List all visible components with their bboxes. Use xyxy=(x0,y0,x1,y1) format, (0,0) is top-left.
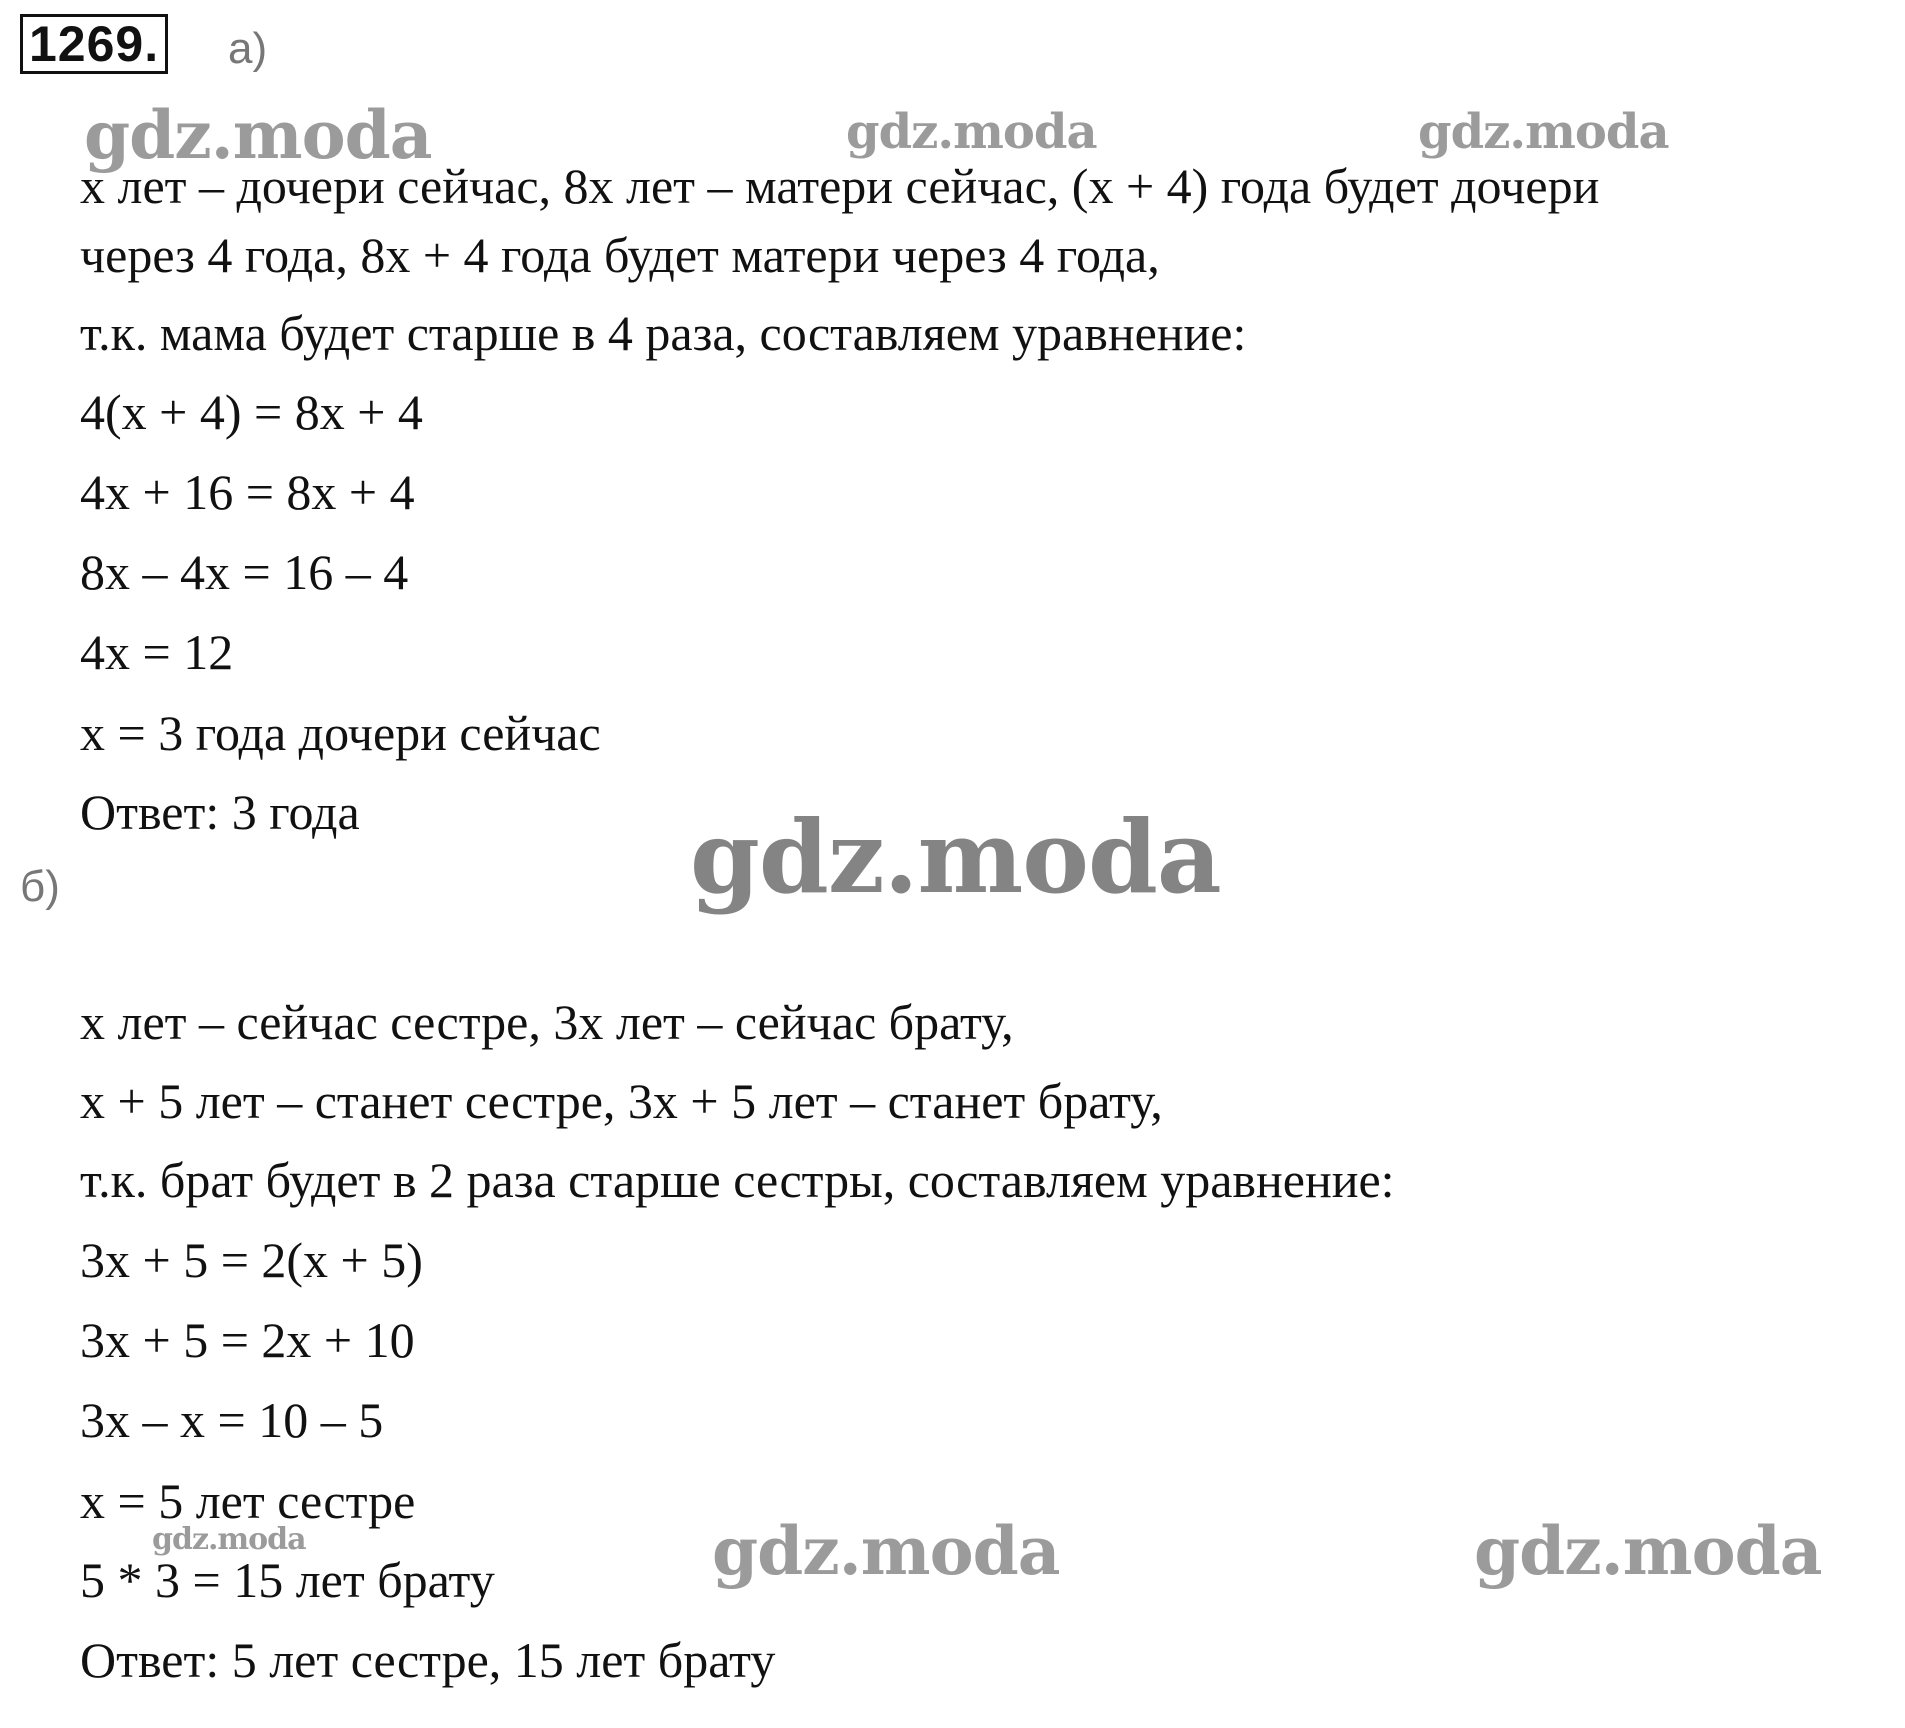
watermark: gdz.moda xyxy=(152,1522,306,1557)
solution-line: x + 5 лет – станет сестре, 3x + 5 лет – станет брату, xyxy=(80,1073,1163,1129)
answer-line: Ответ: 5 лет сестре, 15 лет брату xyxy=(80,1632,776,1688)
watermark: gdz.moda xyxy=(690,798,1221,916)
solution-line: x лет – сейчас сестре, 3x лет – сейчас брату, xyxy=(80,994,1014,1050)
watermark: gdz.moda xyxy=(1474,1512,1822,1590)
equation-line: 3x + 5 = 2x + 10 xyxy=(80,1312,415,1368)
equation-line: 8x – 4x = 16 – 4 xyxy=(80,544,409,600)
equation-line: 3x – x = 10 – 5 xyxy=(80,1392,384,1448)
equation-line: 3x + 5 = 2(x + 5) xyxy=(80,1232,423,1288)
equation-line: x = 5 лет сестре xyxy=(80,1473,416,1529)
watermark: gdz.moda xyxy=(712,1512,1060,1590)
equation-line: 5 * 3 = 15 лет брату xyxy=(80,1552,495,1608)
equation-line: x = 3 года дочери сейчас xyxy=(80,705,601,761)
equation-line: 4x + 16 = 8x + 4 xyxy=(80,464,415,520)
watermark: gdz.moda xyxy=(84,96,432,174)
watermark: gdz.moda xyxy=(846,104,1097,160)
equation-line: 4x = 12 xyxy=(80,624,234,680)
solution-line: x лет – дочери сейчас, 8x лет – матери сейчас, (x + 4) года будет дочери xyxy=(80,158,1600,214)
solution-line: т.к. брат будет в 2 раза старше сестры, составляем уравнение: xyxy=(80,1152,1395,1208)
watermark: gdz.moda xyxy=(1418,104,1669,160)
solution-line: через 4 года, 8x + 4 года будет матери через 4 года, xyxy=(80,227,1160,283)
task-number: 1269. xyxy=(20,14,168,74)
answer-line: Ответ: 3 года xyxy=(80,784,360,840)
equation-line: 4(x + 4) = 8x + 4 xyxy=(80,384,423,440)
solution-line: т.к. мама будет старше в 4 раза, составляем уравнение: xyxy=(80,305,1247,361)
part-a-label: а) xyxy=(228,24,268,73)
part-b-label: б) xyxy=(20,862,60,911)
